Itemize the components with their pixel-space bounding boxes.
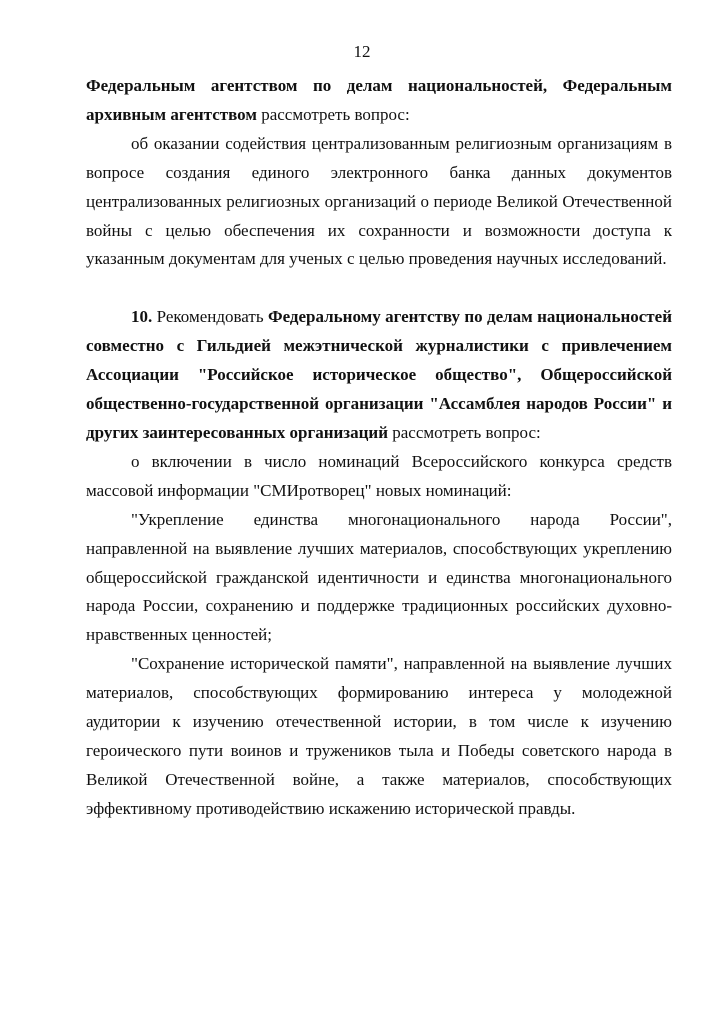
paragraph-agencies [86, 72, 672, 130]
page-number: 12 [353, 42, 371, 61]
item-number: 10. [131, 307, 153, 327]
paragraph-nominations-intro: о включении в число номинаций Всероссийского конкурса средств массовой информации "СМИротворец" новых номинаций: [86, 451, 672, 500]
agencies-bold-text: Федеральным агентством по делам национальностей, Федеральным архивным агентством [86, 76, 672, 124]
paragraph-nomination-unity: "Укрепление единства многонационального народа России", направленной на выявление лучших материалов, способствующих укреплению общероссийской гражданской идентичности и единства многонационального народа России, сохранению и поддержке традиционных российских духовно-нравственных ценностей; [86, 509, 672, 645]
paragraph-nomination-memory: "Сохранение исторической памяти", направленной на выявление лучших материалов, способствующих формированию интереса у молодежной аудитории к изучению отечественной истории, в том числе к изучению героического пути воинов и тружеников тыла и Победы советского народа в Великой Отечественной войне, а также материалов, способствующих эффективному противодействию искажению исторической правды. [86, 654, 672, 818]
paragraph-item-10 [86, 303, 672, 448]
item-bold-text: Федеральному агентству по делам национальностей совместно с Гильдией межэтнической журналистики с привлечением Ассоциации "Российское историческое общество", Общероссийской общественно-государственной организации "Ассамблея народов России" и других заинтересованных организаций [86, 307, 672, 442]
paragraph-archive-assistance: об оказании содействия централизованным религиозным организациям в вопросе создания единого электронного банка данных документов централизованных религиозных организаций о периоде Великой Отечественной войны с целью обеспечения их сохранности и возможности доступа к указанным документам для ученых с целью проведения научных исследований. [86, 133, 672, 269]
item-lead-text: Рекомендовать [152, 307, 268, 327]
paragraph-gap [86, 274, 672, 303]
agencies-tail-text: рассмотреть вопрос: [256, 104, 410, 124]
document-body [86, 72, 672, 824]
item-tail-text: рассмотреть вопрос: [388, 422, 541, 442]
